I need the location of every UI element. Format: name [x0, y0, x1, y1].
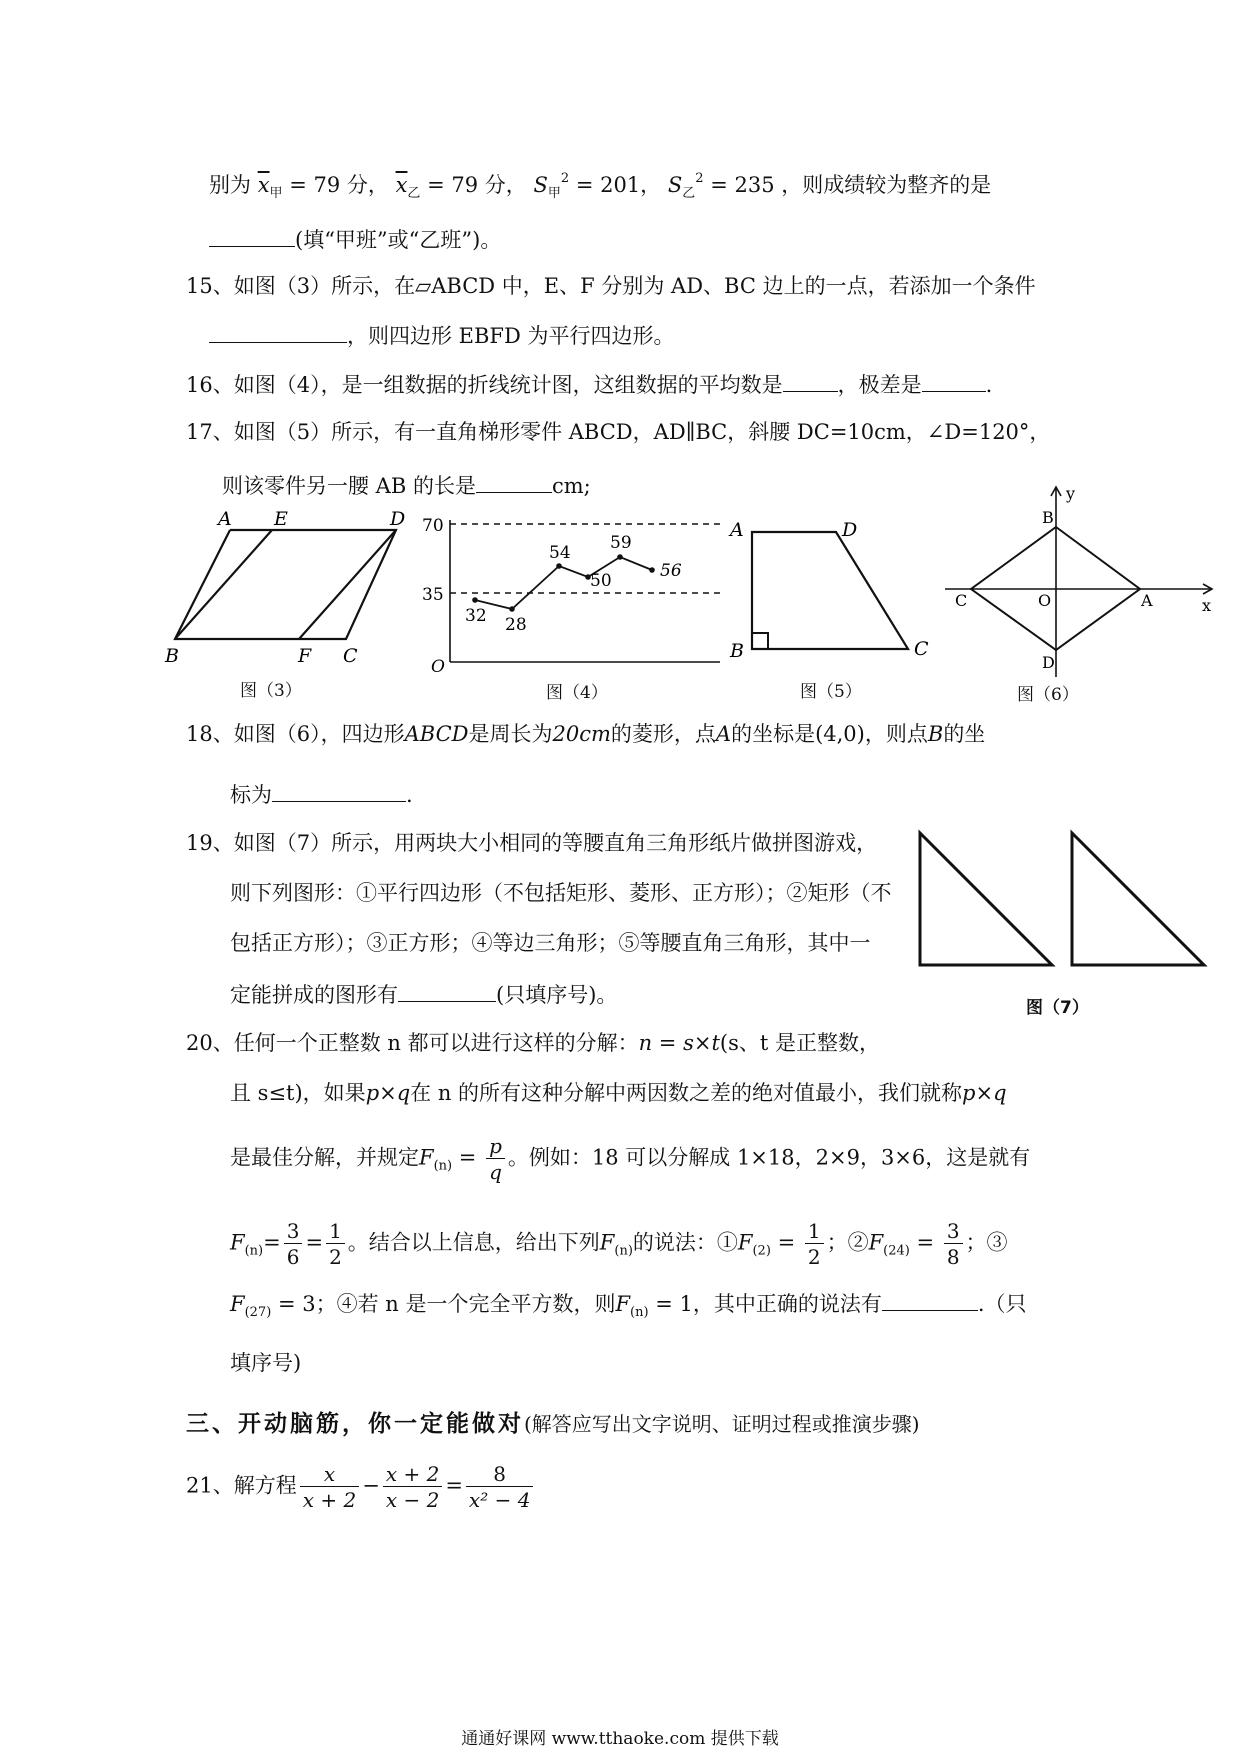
trapezoid-outline	[752, 532, 908, 649]
q19-line1: 19、如图（7）所示，用两块大小相同的等腰直角三角形纸片做拼图游戏，	[186, 831, 878, 855]
fig7-caption: 图（7）	[1026, 998, 1089, 1018]
segment-EB	[175, 530, 272, 639]
data-label-56: 56	[660, 561, 682, 581]
data-label-50: 50	[590, 571, 612, 591]
answer-blank[interactable]	[209, 228, 295, 247]
answer-blank[interactable]	[922, 373, 986, 392]
label-A: A	[730, 519, 744, 541]
figure-5-trapezoid	[720, 515, 950, 675]
q19-line4: 定能拼成的图形有 (只填序号)。	[230, 983, 618, 1007]
figure-3-parallelogram	[160, 505, 420, 675]
answer-blank[interactable]	[398, 983, 496, 1002]
q19-line2: 则下列图形：①平行四边形（不包括矩形、菱形、正方形）；②矩形（不	[230, 881, 892, 905]
right-angle-mark	[752, 633, 768, 649]
label-C: C	[914, 638, 929, 660]
label-A: A	[218, 508, 232, 530]
fig3-caption: 图（3）	[240, 681, 302, 701]
data-label-28: 28	[505, 615, 527, 635]
answer-blank[interactable]	[272, 783, 406, 802]
parallelogram-outline	[175, 530, 396, 639]
answer-blank[interactable]	[476, 474, 552, 493]
tick-label-70: 70	[422, 516, 444, 536]
label-B: B	[1042, 508, 1054, 527]
q16: 16、如图（4），是一组数据的折线统计图，这组数据的平均数是 ，极差是 .	[186, 373, 993, 397]
label-x: x	[1202, 596, 1212, 615]
q15-line2: ，则四边形 EBFD 为平行四边形。	[209, 324, 675, 347]
label-D: D	[842, 519, 858, 541]
triangle-left	[920, 833, 1052, 965]
q14-line2: (填“甲班”或“乙班”)。	[209, 228, 501, 251]
label-y: y	[1066, 484, 1076, 503]
q20-line1: 20、任何一个正整数 n 都可以进行这样的分解：n = s×t(s、t 是正整数，	[186, 1031, 880, 1055]
label-C: C	[343, 645, 358, 667]
fig5-caption: 图（5）	[800, 682, 862, 702]
point-54	[556, 563, 562, 569]
q20-line4: $F_{(n)}=$ $\frac{3}{6}$ = $\frac{1}{2}$ 。结合以上信息，给出下列$F_{(n)}$的说法：$①F_{(2)}$ = $\frac{1}{2}$ ；$②F_{(24)}$ = $\frac{3}{8}$ ；③	[230, 1219, 1008, 1269]
q20-line2: 且 s≤t)，如果p×q在 n 的所有这种分解中两因数之差的绝对值最小，我们就称p×q	[230, 1081, 1007, 1105]
answer-blank[interactable]	[783, 373, 838, 392]
label-F: F	[298, 645, 312, 667]
label-D: D	[390, 508, 406, 530]
point-56	[649, 567, 655, 573]
answer-blank[interactable]	[882, 1292, 978, 1311]
label-C: C	[955, 591, 968, 610]
q17-line2: 则该零件另一腰 AB 的长是 cm;	[222, 474, 591, 498]
label-D: D	[1042, 653, 1055, 672]
q20-line6: 填序号)	[230, 1351, 302, 1375]
answer-blank[interactable]	[209, 324, 347, 343]
figure-7-triangles	[912, 825, 1212, 975]
label-B: B	[730, 640, 744, 662]
data-label-32: 32	[465, 606, 487, 626]
q15-line1: 15、如图（3）所示，在▱ABCD 中，E、F 分别为 AD、BC 边上的一点，若添加一个条件	[186, 274, 1036, 298]
label-B: B	[165, 645, 179, 667]
label-A: A	[1141, 591, 1153, 610]
section-3-heading: 三、开动脑筋，你一定能做对(解答应写出文字说明、证明过程或推演步骤)	[186, 1410, 920, 1437]
q20-line5: $F_{(27)} = 3$；④若 n 是一个完全平方数，则$F_{(n)} = 1$，其中正确的说法有 .（只	[230, 1292, 1027, 1320]
segment-DF	[299, 530, 396, 639]
q21-equation: 21、解方程 $\frac{x}{x + 2}$ − $\frac{x + 2}{x - 2}$ = $\frac{8}{\text{x² − 4}}$	[186, 1464, 536, 1510]
point-32	[472, 597, 478, 603]
point-59	[617, 554, 623, 560]
figure-4-line-chart	[420, 510, 730, 675]
q18-line1: 18、如图（6），四边形ABCD是周长为20cm的菱形，点A的坐标是(4,0)，则点B的坐	[186, 722, 986, 746]
page-footer: 通通好课网 www.tthaoke.com 提供下载	[461, 1729, 779, 1749]
fig6-caption: 图（6）	[1017, 685, 1079, 705]
fraction-2: $\frac{x + 2}{x - 2}$	[383, 1464, 442, 1510]
fig4-caption: 图（4）	[546, 683, 608, 703]
label-E: E	[274, 508, 288, 530]
q20-line3: 是最佳分解，并规定$F_{(n)}$ = $\frac{p}{q}$ 。例如：18 可以分解成 1×18，2×9，3×6，这是就有	[230, 1134, 1031, 1184]
fraction-3: $\frac{8}{\text{x² − 4}}$	[466, 1464, 534, 1510]
q18-line2: 标为 .	[230, 783, 413, 807]
q14-line1: 别为 $\overline{x}_甲 = 79$ 分， $\overline{x}_乙 = 79$ 分， $S_甲^2 = 201$， $S_乙^2 = 235$ ，则成绩较为整齐的是	[209, 171, 992, 201]
point-28	[509, 606, 515, 612]
triangle-right	[1072, 833, 1204, 965]
q19-line3: 包括正方形）；③正方形；④等边三角形；⑤等腰直角三角形，其中一	[230, 931, 871, 955]
data-line	[475, 557, 652, 609]
data-label-54: 54	[549, 543, 571, 563]
figure-6-rhombus	[940, 482, 1220, 682]
tick-label-35: 35	[422, 585, 444, 605]
origin-label: O	[431, 657, 445, 675]
q17-line1: 17、如图（5）所示，有一直角梯形零件 ABCD，AD∥BC，斜腰 DC=10cm，∠D=120°，	[186, 420, 1051, 444]
label-O: O	[1038, 591, 1052, 610]
fraction-p-over-q: $\frac{p}{q}$	[486, 1136, 505, 1182]
fraction-1: $\frac{x}{x + 2}$	[300, 1464, 359, 1510]
data-label-59: 59	[610, 533, 632, 553]
